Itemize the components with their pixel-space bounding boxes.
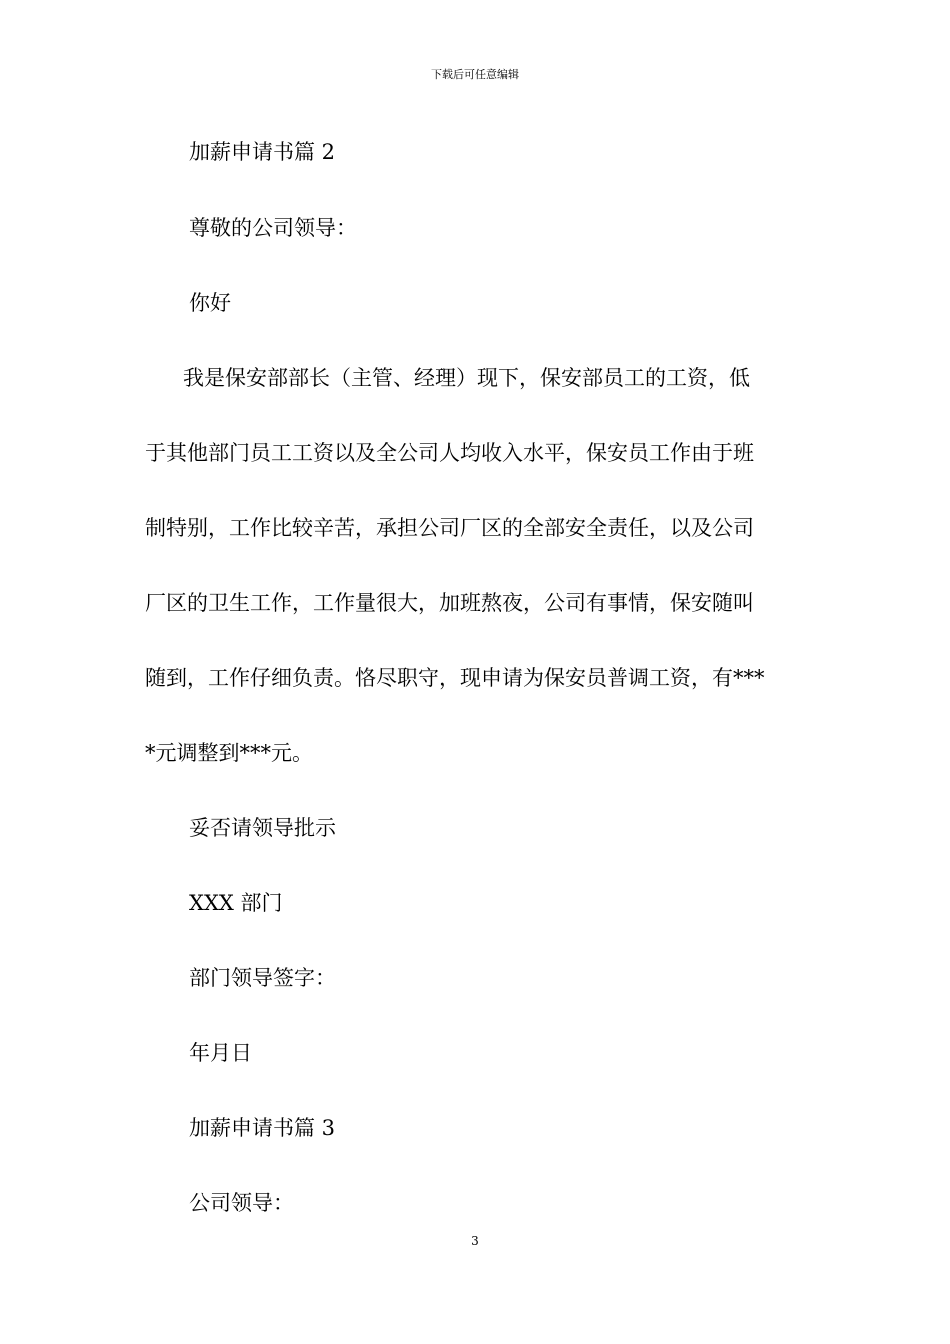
department-name: XXX 部门 [189,891,283,915]
page-header: 下载后可任意编辑 [431,68,519,81]
body-paragraph-line: *元调整到***元。 [145,741,313,765]
signature-label: 部门领导签字： [189,966,336,990]
date-line: 年月日 [189,1041,252,1065]
body-paragraph-line: 于其他部门员工工资以及全公司人均收入水平，保安员工作由于班 [145,441,754,465]
body-paragraph-line: 随到，工作仔细负责。恪尽职守，现申请为保安员普调工资，有*** [145,666,765,690]
section-title: 加薪申请书篇 2 [189,140,336,164]
salutation: 尊敬的公司领导： [189,216,357,240]
page-number: 3 [471,1234,479,1248]
salutation: 公司领导： [189,1191,294,1215]
greeting: 你好 [189,291,231,315]
body-paragraph-line: 制特别，工作比较辛苦，承担公司厂区的全部安全责任，以及公司 [145,516,754,540]
body-paragraph-line: 我是保安部部长（主管、经理）现下，保安部员工的工资，低 [183,366,750,390]
approval-request: 妥否请领导批示 [189,816,336,840]
section-title: 加薪申请书篇 3 [189,1116,336,1140]
body-paragraph-line: 厂区的卫生工作，工作量很大，加班熬夜，公司有事情，保安随叫 [145,591,754,615]
